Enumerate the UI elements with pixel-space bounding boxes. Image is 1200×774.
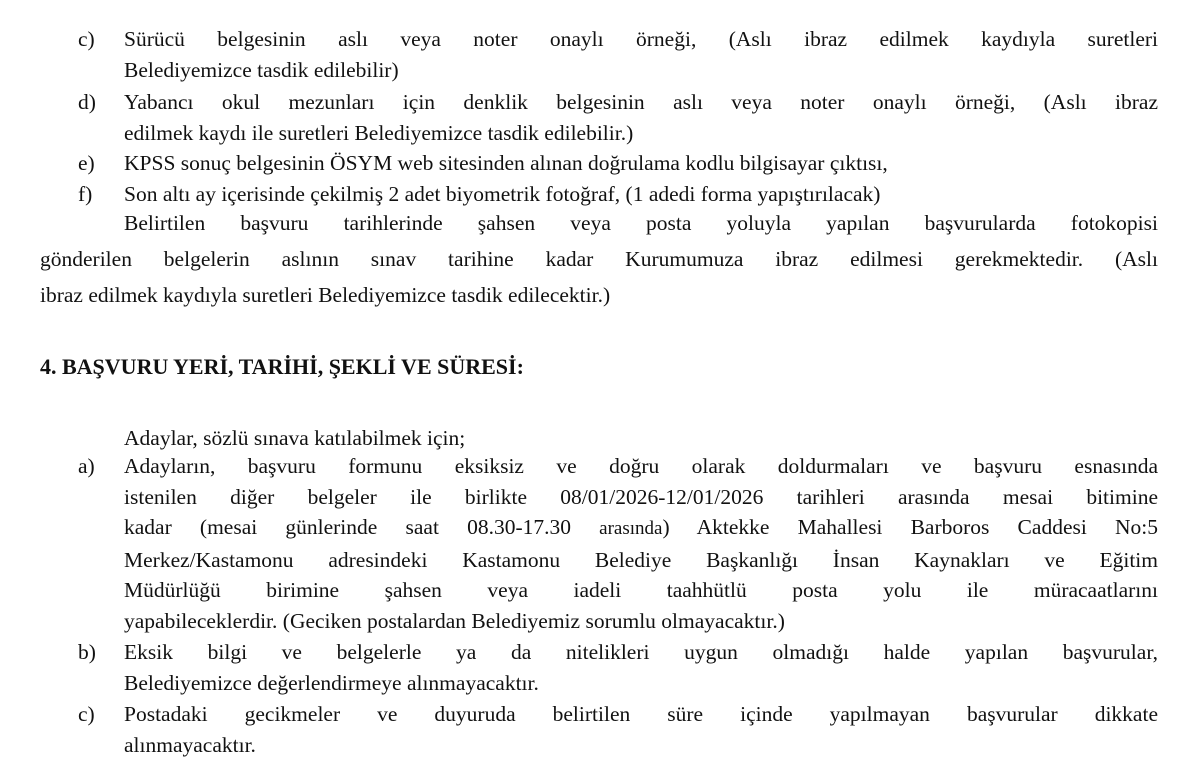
list-marker: c) (78, 702, 95, 726)
list-item-text (124, 451, 1158, 636)
text-line (124, 512, 1158, 545)
text-line: alınmayacaktır. (124, 732, 256, 757)
text-line: yapabileceklerdir. (Geciken postalardan Belediyemiz sorumlu olmayacaktır.) (124, 608, 785, 633)
text-segment: kadar (mesai günlerinde saat 08.30-17.30 (124, 515, 600, 539)
text-line: Belediyemizce değerlendirmeye alınmayacaktır. (124, 670, 539, 695)
list-item-text (124, 699, 1158, 760)
list-item-text (124, 24, 1158, 85)
text-line: Belediyemizce tasdik edilebilir) (124, 57, 399, 82)
list-item-c-bottom (78, 699, 1158, 760)
text-line: Müdürlüğü birimine şahsen veya iadeli taahhütlü posta yolu ile müracaatlarını (124, 578, 1158, 602)
text-line: Belirtilen başvuru tarihlerinde şahsen veya posta yoluyla yapılan başvurularda fotokopisi (124, 211, 1158, 235)
text-line: Son altı ay içerisinde çekilmiş 2 adet biyometrik fotoğraf, (1 adedi forma yapıştırılacak) (124, 182, 881, 206)
list-marker: f) (78, 182, 93, 206)
text-segment: ) Aktekke Mahallesi Barboros Caddesi No:5 (662, 515, 1158, 539)
list-marker: a) (78, 454, 95, 478)
text-line: Eksik bilgi ve belgelerle ya da nitelikleri uygun olmadığı halde yapılan başvurular, (124, 640, 1158, 664)
text-line: Postadaki gecikmeler ve duyuruda belirtilen süre içinde yapılmayan başvurular dikkate (124, 702, 1158, 726)
list-item-text (124, 87, 1158, 148)
list-marker: b) (78, 640, 96, 664)
list-item-text (124, 637, 1158, 698)
notice-paragraph (40, 205, 1158, 313)
intro-text: Adaylar, sözlü sınava katılabilmek için; (124, 426, 466, 450)
text-line: edilmek kaydı ile suretleri Belediyemizce tasdik edilebilir.) (124, 120, 634, 145)
text-line: KPSS sonuç belgesinin ÖSYM web sitesinden alınan doğrulama kodlu bilgisayar çıktısı, (124, 151, 888, 175)
text-line: gönderilen belgelerin aslının sınav tarihine kadar Kurumumuza ibraz edilmesi gerekmektedir. (Aslı (40, 247, 1158, 271)
text-line: istenilen diğer belgeler ile birlikte 08/01/2026-12/01/2026 tarihleri arasında mesai bitimine (124, 484, 1158, 509)
text-line: Merkez/Kastamonu adresindeki Kastamonu Belediye Başkanlığı İnsan Kaynakları ve Eğitim (124, 547, 1158, 572)
text-line: Yabancı okul mezunları için denklik belgesinin aslı veya noter onaylı örneği, (Aslı ibraz (124, 90, 1158, 114)
list-item-e (78, 148, 1158, 179)
list-item-d (78, 87, 1158, 148)
list-marker: e) (78, 151, 95, 175)
list-item-text (124, 148, 1158, 179)
text-segment-small: arasında (599, 518, 663, 539)
list-marker: d) (78, 90, 96, 114)
list-item-c-top (78, 24, 1158, 85)
text-line: ibraz edilmek kaydıyla suretleri Belediyemizce tasdik edilecektir.) (40, 283, 611, 307)
list-marker: c) (78, 27, 95, 51)
text-line: Sürücü belgesinin aslı veya noter onaylı örneği, (Aslı ibraz edilmek kaydıyla suretleri (124, 27, 1158, 51)
text-line: Adayların, başvuru formunu eksiksiz ve doğru olarak doldurmaları ve başvuru esnasında (124, 454, 1158, 478)
list-item-b (78, 637, 1158, 698)
list-item-a (78, 451, 1158, 636)
section-heading: 4. BAŞVURU YERİ, TARİHİ, ŞEKLİ VE SÜRESİ: (40, 354, 524, 379)
